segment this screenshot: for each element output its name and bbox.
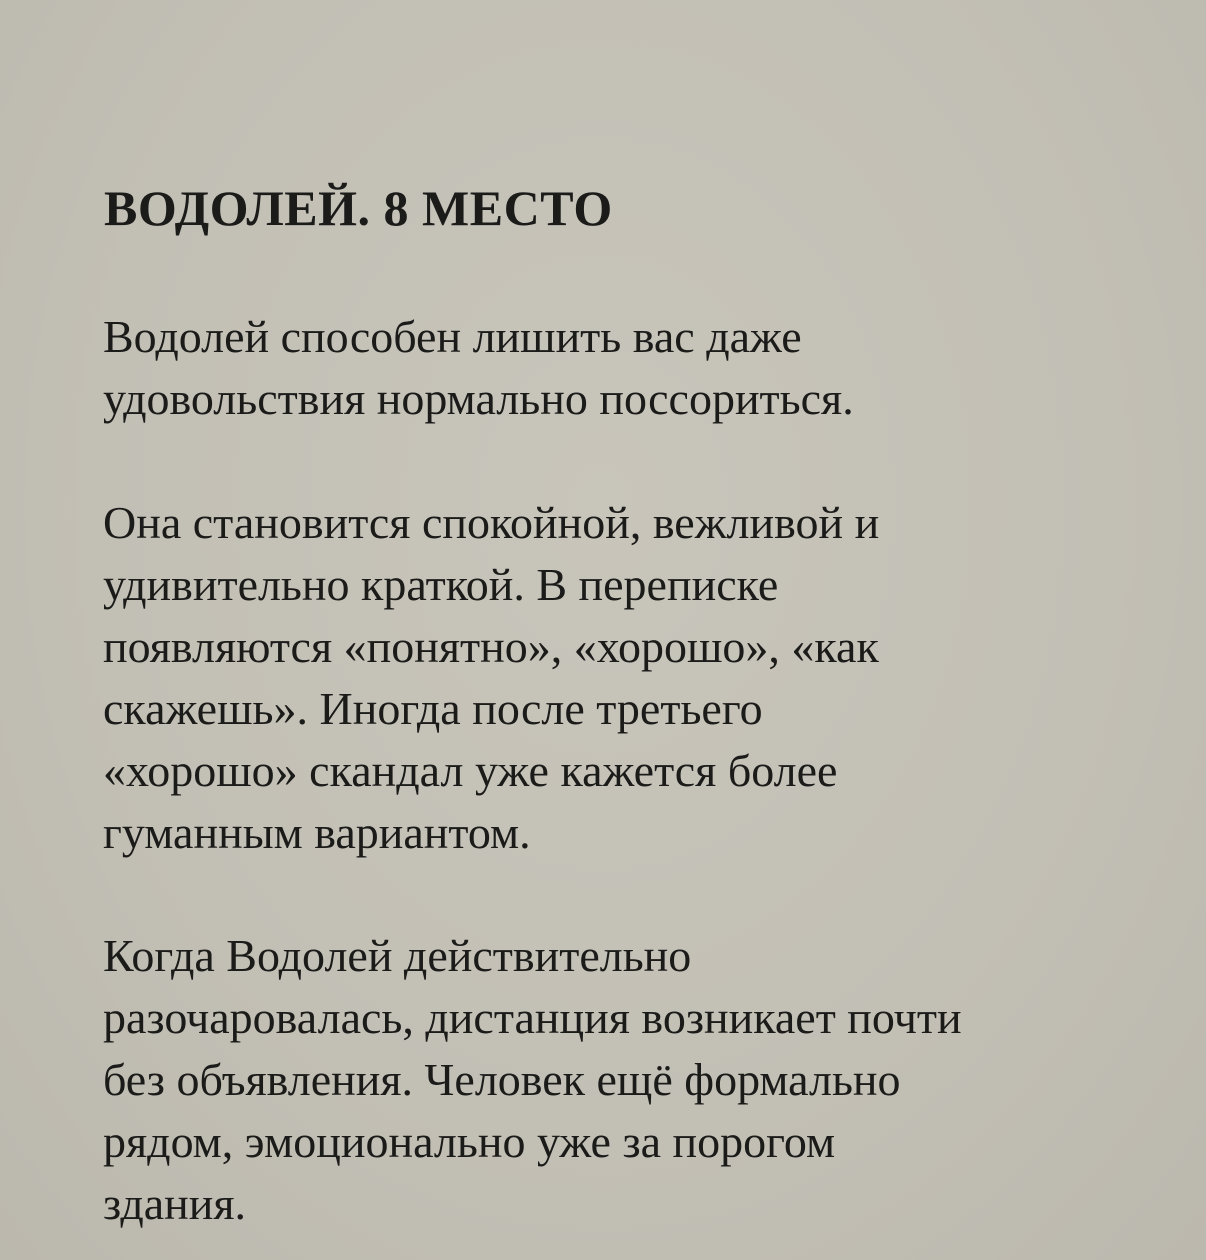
text-line: здания. [103, 1178, 247, 1229]
text-line: удивительно краткой. В переписке [103, 559, 779, 610]
text-line: гуманным вариантом. [103, 807, 531, 858]
text-line: скажешь». Иногда после третьего [103, 683, 763, 734]
text-line: Она становится спокойной, вежливой и [103, 497, 880, 548]
text-line: разочаровалась, дистанция возникает почти [103, 992, 962, 1043]
paragraph-intro [103, 306, 854, 430]
paragraph-behavior [103, 492, 879, 864]
text-line: удовольствия нормально поссориться. [103, 373, 854, 424]
page-title: ВОДОЛЕЙ. 8 МЕСТО [104, 180, 613, 236]
text-line: Когда Водолей действительно [103, 930, 692, 981]
text-line: Водолей способен лишить вас даже [103, 311, 802, 362]
text-line: рядом, эмоционально уже за порогом [103, 1116, 836, 1167]
paragraph-distance [103, 925, 962, 1235]
text-line: «хорошо» скандал уже кажется более [103, 745, 838, 796]
text-line: без объявления. Человек ещё формально [103, 1054, 901, 1105]
text-line: появляются «понятно», «хорошо», «как [103, 621, 879, 672]
